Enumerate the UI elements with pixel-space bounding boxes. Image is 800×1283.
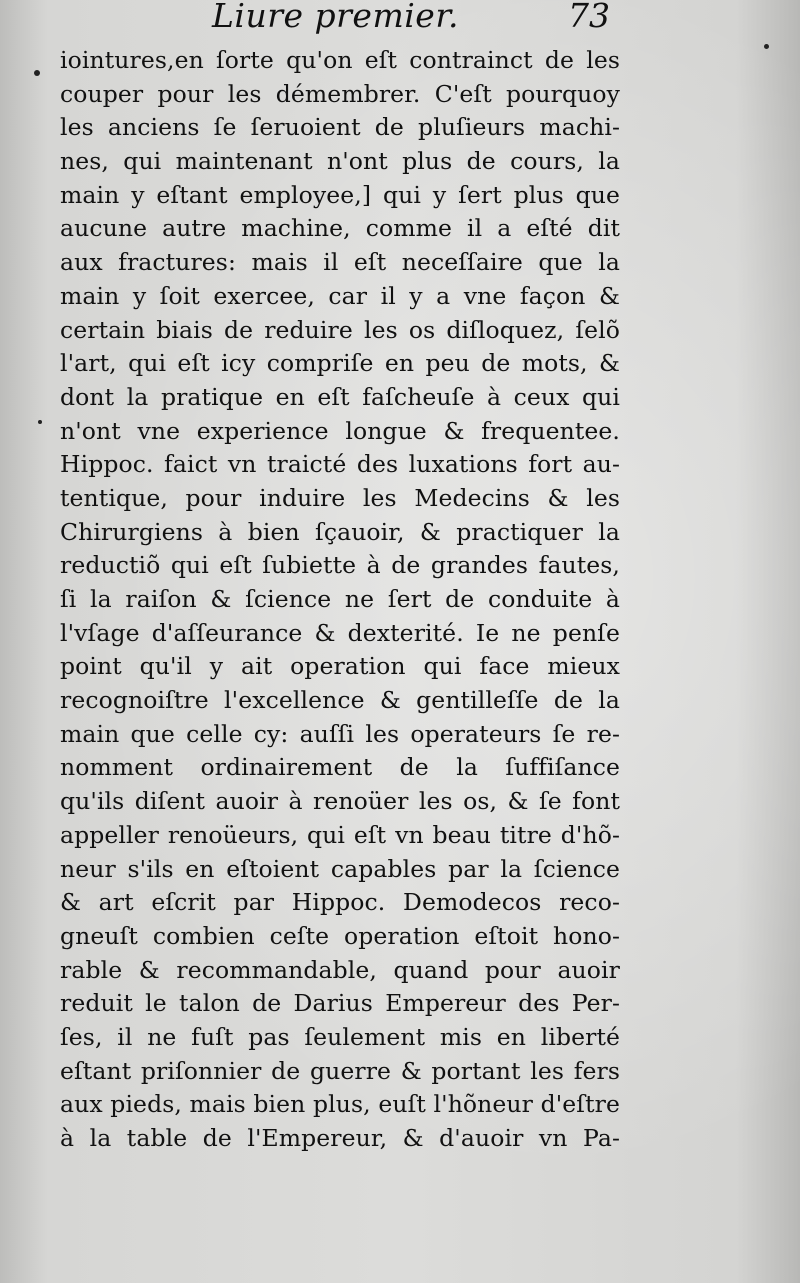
text-line: aux fractures: mais il eſt neceſſaire que la [60, 248, 620, 277]
text-line: point qu'il y ait operation qui face mieux [60, 652, 620, 681]
text-line: & art eſcrit par Hippoc. Demodecos reco- [60, 888, 620, 917]
text-line: ſes, il ne fuſt pas ſeulement mis en liberté [60, 1022, 620, 1051]
body-text [60, 44, 620, 1156]
text-line: appeller renoüeurs, qui eſt vn beau titre d'hõ- [60, 820, 620, 849]
text-line: nes, qui maintenant n'ont plus de cours, la [60, 147, 620, 176]
text-line: reductiõ qui eſt ſubiette à de grandes fautes, [60, 551, 620, 580]
text-line: recognoiſtre l'excellence & gentilleſſe de la [60, 686, 620, 715]
text-line: gneuſt combien ceſte operation eſtoit hono- [60, 921, 620, 950]
ink-speck [764, 44, 769, 49]
text-line: n'ont vne experience longue & frequentee. [60, 416, 620, 445]
running-title: Liure premier. [212, 0, 459, 35]
text-line: les anciens ſe ſeruoient de pluſieurs machi- [60, 113, 620, 142]
text-line: aux pieds, mais bien plus, euſt l'hõneur d'eſtre [60, 1090, 620, 1119]
text-line: main que celle cy: auſſi les operateurs ſe re- [60, 719, 620, 748]
text-line: certain biais de reduire les os diſloquez, ſelõ [60, 315, 620, 344]
text-line: main y ſoit exercee, car il y a vne façon & [60, 281, 620, 310]
text-line: eſtant priſonnier de guerre & portant les fers [60, 1056, 620, 1085]
text-line: aucune autre machine, comme il a eſté dit [60, 214, 620, 243]
ink-speck [38, 420, 42, 424]
text-line: main y eſtant employee,] qui y ſert plus que [60, 180, 620, 209]
text-line: à la table de l'Empereur, & d'auoir vn Pa- [60, 1124, 620, 1152]
text-line: Hippoc. faict vn traicté des luxations fort au- [60, 450, 620, 479]
text-line: Chirurgiens à bien ſçauoir, & practiquer la [60, 517, 620, 546]
text-line: dont la pratique en eſt faſcheuſe à ceux qui [60, 382, 620, 411]
page-number: 73 [568, 0, 610, 35]
text-line: tentique, pour induire les Medecins & les [60, 483, 620, 512]
text-line: neur s'ils en eſtoient capables par la ſcience [60, 854, 620, 883]
text-line: nomment ordinairement de la ſuffiſance [60, 753, 620, 782]
running-head [0, 0, 800, 38]
text-line: reduit le talon de Darius Empereur des Per- [60, 989, 620, 1018]
text-line: qu'ils diſent auoir à renoüer les os, & ſe font [60, 787, 620, 816]
text-line: ſi la raiſon & ſcience ne ſert de conduite à [60, 585, 620, 613]
text-line: l'art, qui eſt icy compriſe en peu de mots, & [60, 349, 620, 378]
text-line: couper pour les démembrer. C'eſt pourquoy [60, 79, 620, 108]
text-line: l'vſage d'aſſeurance & dexterité. Ie ne penſe [60, 618, 620, 647]
text-line: iointures,en ſorte qu'on eſt contrainct de les [60, 46, 620, 74]
ink-speck [34, 70, 40, 76]
text-line: rable & recommandable, quand pour auoir [60, 955, 620, 984]
